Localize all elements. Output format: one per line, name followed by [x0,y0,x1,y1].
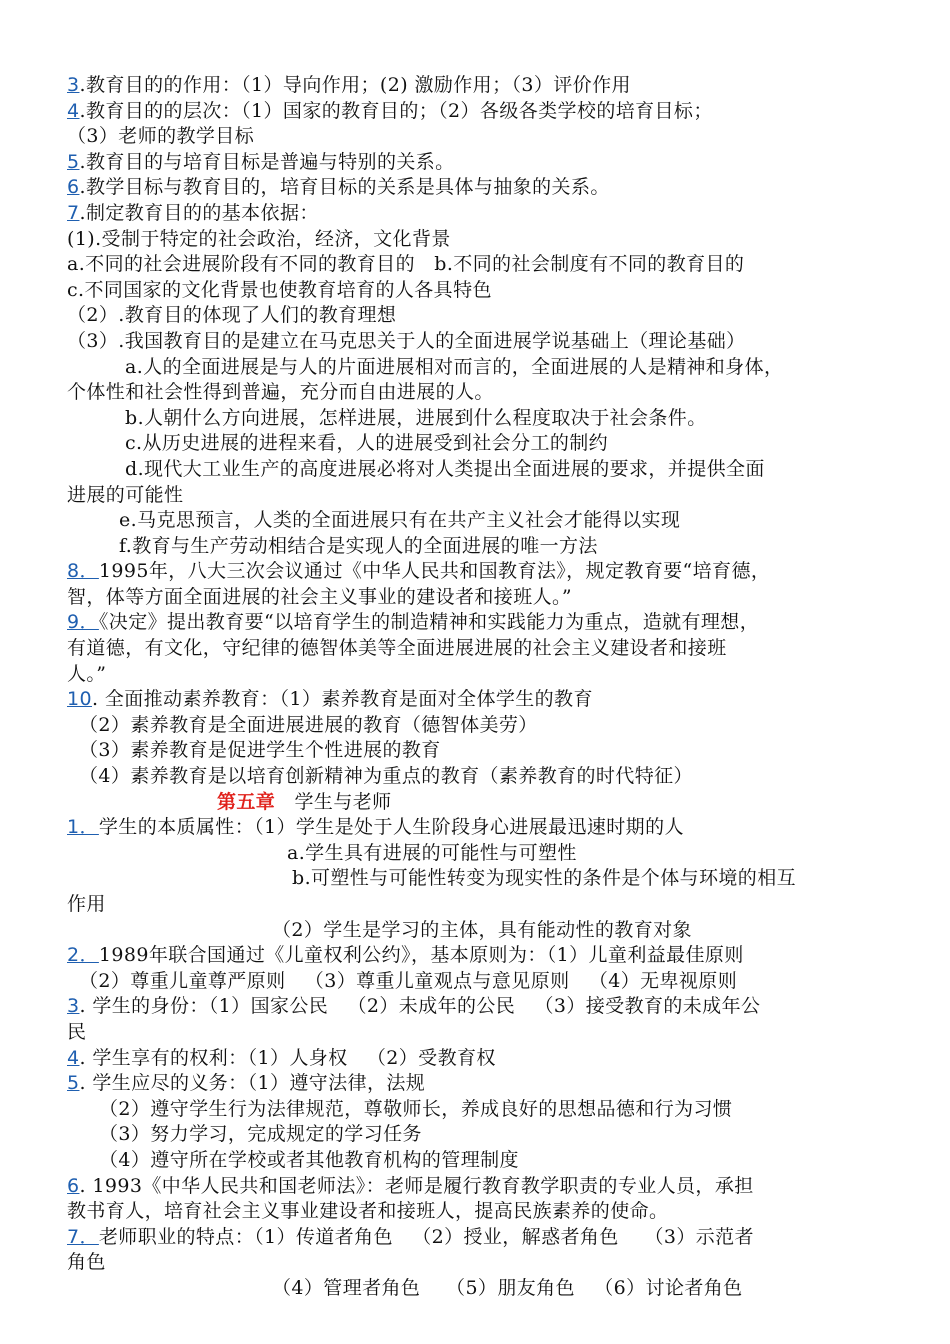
text-line [67,1097,887,1123]
line-text: . 学生的身份：（1）国家公民 （2）未成年的公民 （3）接受教育的未成年公 [79,995,761,1018]
line-text: b.可塑性与可能性转变为现实性的条件是个体与环境的相互 [292,867,797,890]
line-text: e.马克思预言，人类的全面进展只有在共产主义社会才能得以实现 [119,509,681,532]
line-text: （2）素养教育是全面进展进展的教育（德智体美劳） [79,713,538,736]
text-line [67,585,887,611]
text-line [67,815,887,841]
text-line [67,431,887,457]
text-line [67,124,887,150]
item-number-link[interactable]: 6 [67,176,80,199]
line-text: 进展的可能性 [67,483,184,506]
item-number-link[interactable]: 6 [67,1174,80,1197]
line-text: 《决定》提出教育要“以培育学生的制造精神和实践能力为重点，造就有理想， [98,611,760,634]
item-number-link[interactable]: 3 [67,995,80,1018]
item-number-link[interactable]: 3 [67,74,80,96]
item-number-link[interactable]: 4 [67,1046,80,1069]
line-text: （4）素养教育是以培育创新精神为重点的教育（素养教育的时代特征） [79,765,693,788]
text-line [67,790,887,816]
line-text: a.人的全面进展是与人的片面进展相对而言的，全面进展的人是精神和身体， [125,355,784,378]
text-line [67,662,887,688]
document-page [67,73,887,1302]
item-number-link[interactable]: 4 [67,99,80,122]
text-line [67,508,887,534]
item-number-link[interactable]: 9． [67,611,99,634]
text-line [67,380,887,406]
text-line [67,1276,887,1302]
text-line [67,99,887,125]
text-line [67,687,887,713]
chapter-heading: 第五章 [217,790,276,813]
text-line [67,866,887,892]
line-text: 学生的本质属性：（1）学生是处于人生阶段身心进展最迅速时期的人 [98,816,684,839]
line-text: 1995年，八大三次会议通过《中华人民共和国教育法》，规定教育要“培育德， [98,560,771,583]
line-text: . 学生享有的权利：（1）人身权 （2）受教育权 [79,1046,496,1069]
line-text: (1).受制于特定的社会政治，经济，文化背景 [67,227,451,250]
text-line [67,175,887,201]
item-number-link[interactable]: 7． [67,1225,99,1248]
line-text: .教育目的的层次：（1）国家的教育目的；（2）各级各类学校的培育目标； [79,99,713,122]
text-line [67,406,887,432]
line-text: 1989年联合国通过《儿童权利公约》，基本原则为：（1）儿童利益最佳原则 [98,944,744,967]
item-number-link[interactable]: 2． [67,944,99,967]
line-text: c.不同国家的文化背景也使教育培育的人各具特色 [67,278,492,301]
text-line [67,610,887,636]
line-text: （4）管理者角色 （5）朋友角色 （6）讨论者角色 [272,1276,743,1299]
line-text: . 学生应尽的义务：（1）遵守法律，法规 [79,1072,426,1095]
text-line [67,738,887,764]
text-line [67,457,887,483]
line-text: b.人朝什么方向进展，怎样进展，进展到什么程度取决于社会条件。 [125,406,707,429]
text-line [67,1046,887,1072]
line-text: （3）老师的教学目标 [67,125,255,148]
item-number-link[interactable]: 1． [67,816,99,839]
line-text: 教书育人，培育社会主义事业建设者和接班人，提高民族素养的使命。 [67,1200,669,1223]
text-line [67,892,887,918]
line-text: 个体性和社会性得到普遍，充分而自由进展的人。 [67,381,494,404]
line-text: .教育目的的作用：（1）导向作用；(2) 激励作用；（3）评价作用 [79,74,631,96]
line-text: c.从历史进展的进程来看，人的进展受到社会分工的制约 [125,432,609,455]
text-line [67,1199,887,1225]
text-line [67,252,887,278]
text-line [67,1174,887,1200]
line-text: （3）.我国教育目的是建立在马克思关于人的全面进展学说基础上（理论基础） [67,329,746,352]
line-text: 角色 [67,1251,106,1274]
line-text: .制定教育目的的基本依据： [79,201,319,224]
text-line [67,841,887,867]
line-text: （2）.教育目的体现了人们的教育理想 [67,304,397,327]
item-number-link[interactable]: 8． [67,560,99,583]
line-text: . 1993《中华人民共和国老师法》：老师是履行教育教学职责的专业人员，承担 [79,1174,754,1197]
line-text: . 全面推动素养教育：（1）素养教育是面对全体学生的教育 [91,688,593,711]
text-line [67,73,887,99]
text-line [67,994,887,1020]
line-text: .教育目的与培育目标是普遍与特别的关系。 [79,150,455,173]
line-text: 作用 [67,893,106,915]
text-line [67,1250,887,1276]
line-text: a.不同的社会进展阶段有不同的教育目的 b.不同的社会制度有不同的教育目的 [67,253,745,276]
item-number-link[interactable]: 5 [67,1072,80,1095]
line-text: 智，体等方面全面进展的社会主义事业的建设者和接班人。” [67,585,573,608]
line-text: （3）努力学习，完成规定的学习任务 [99,1123,422,1146]
text-line [67,1225,887,1251]
text-line [67,943,887,969]
line-text: d.现代大工业生产的高度进展必将对人类提出全面进展的要求，并提供全面 [125,457,765,480]
text-line [67,636,887,662]
line-text: （2）尊重儿童尊严原则 （3）尊重儿童观点与意见原则 （4）无卑视原则 [79,969,738,992]
text-line [67,1122,887,1148]
item-number-link[interactable]: 10 [67,688,92,711]
text-line [67,918,887,944]
line-text: （4）遵守所在学校或者其他教育机构的管理制度 [99,1148,519,1171]
text-line [67,969,887,995]
text-line [67,227,887,253]
text-line [67,303,887,329]
text-line [67,150,887,176]
text-line [67,355,887,381]
text-line [67,483,887,509]
line-text: 民 [67,1020,87,1043]
line-text: 学生与老师 [275,790,392,813]
line-text: 有道德，有文化，守纪律的德智体美等全面进展进展的社会主义建设者和接班 [67,637,727,660]
line-text: 人。” [67,662,107,685]
text-line [67,764,887,790]
text-line [67,1020,887,1046]
text-line [67,278,887,304]
line-text: （2）学生是学习的主体，具有能动性的教育对象 [272,918,692,941]
line-text: （3）素养教育是促进学生个性进展的教育 [79,739,441,762]
text-line [67,329,887,355]
text-line [67,1148,887,1174]
text-line [67,559,887,585]
text-line [67,713,887,739]
text-line [67,201,887,227]
line-text: f.教育与生产劳动相结合是实现人的全面进展的唯一方法 [119,534,598,557]
line-text: （2）遵守学生行为法律规范，尊敬师长，养成良好的思想品德和行为习惯 [99,1097,733,1120]
line-text: 老师职业的特点：（1）传道者角色 （2）授业，解惑者角色 （3）示范者 [98,1225,754,1248]
text-line [67,534,887,560]
line-text: .教学目标与教育目的，培育目标的关系是具体与抽象的关系。 [79,176,610,199]
item-number-link[interactable]: 7 [67,201,80,224]
item-number-link[interactable]: 5 [67,150,80,173]
line-text: a.学生具有进展的可能性与可塑性 [287,841,577,864]
text-line [67,1071,887,1097]
